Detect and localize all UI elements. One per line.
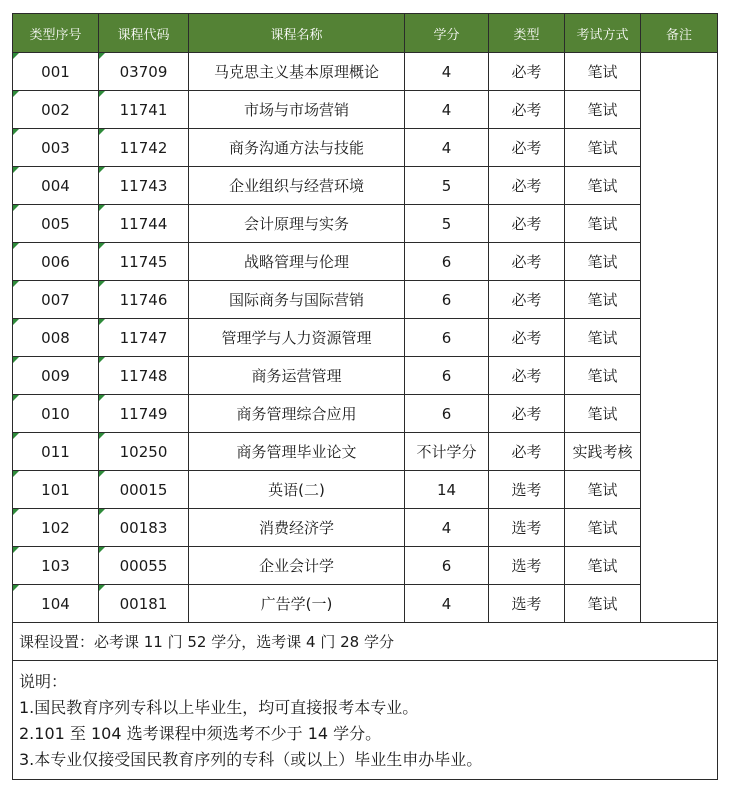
course-code: 11748 <box>99 357 189 395</box>
table-row <box>13 281 718 319</box>
course-seq: 010 <box>13 395 99 433</box>
header-row <box>13 14 718 53</box>
course-name: 管理学与人力资源管理 <box>189 319 405 357</box>
course-seq: 101 <box>13 471 99 509</box>
course-type: 选考 <box>489 509 565 547</box>
course-type: 必考 <box>489 91 565 129</box>
course-seq: 001 <box>13 53 99 91</box>
course-credit: 4 <box>405 53 489 91</box>
course-name: 商务运营管理 <box>189 357 405 395</box>
course-seq: 102 <box>13 509 99 547</box>
course-type: 必考 <box>489 205 565 243</box>
course-type: 必考 <box>489 319 565 357</box>
table-row <box>13 471 718 509</box>
table-row <box>13 357 718 395</box>
course-name: 消费经济学 <box>189 509 405 547</box>
course-name: 英语(二) <box>189 471 405 509</box>
remarks-cell <box>641 53 718 623</box>
course-name: 企业会计学 <box>189 547 405 585</box>
course-name: 商务管理综合应用 <box>189 395 405 433</box>
course-type: 选考 <box>489 585 565 623</box>
course-seq: 007 <box>13 281 99 319</box>
course-exam: 笔试 <box>565 91 641 129</box>
course-exam: 笔试 <box>565 53 641 91</box>
note-line-2: 2.101 至 104 选考课程中须选考不少于 14 学分。 <box>19 724 382 743</box>
course-code: 11745 <box>99 243 189 281</box>
course-type: 必考 <box>489 281 565 319</box>
course-code: 03709 <box>99 53 189 91</box>
course-code: 00183 <box>99 509 189 547</box>
course-credit: 4 <box>405 585 489 623</box>
course-name: 市场与市场营销 <box>189 91 405 129</box>
table-row <box>13 91 718 129</box>
course-exam: 笔试 <box>565 585 641 623</box>
course-credit: 4 <box>405 91 489 129</box>
course-credit: 5 <box>405 205 489 243</box>
table-row <box>13 205 718 243</box>
course-seq: 005 <box>13 205 99 243</box>
course-credit: 6 <box>405 281 489 319</box>
course-exam: 笔试 <box>565 243 641 281</box>
course-code: 00181 <box>99 585 189 623</box>
course-credit: 6 <box>405 547 489 585</box>
course-type: 必考 <box>489 129 565 167</box>
course-seq: 103 <box>13 547 99 585</box>
header-type: 类型 <box>489 14 565 53</box>
course-name: 商务管理毕业论文 <box>189 433 405 471</box>
header-exam: 考试方式 <box>565 14 641 53</box>
header-name: 课程名称 <box>189 14 405 53</box>
course-type: 必考 <box>489 433 565 471</box>
course-name: 企业组织与经营环境 <box>189 167 405 205</box>
course-code: 11744 <box>99 205 189 243</box>
course-name: 会计原理与实务 <box>189 205 405 243</box>
note-line-1: 1.国民教育序列专科以上毕业生，均可直接报考本专业。 <box>19 698 419 717</box>
course-credit: 6 <box>405 319 489 357</box>
course-code: 11741 <box>99 91 189 129</box>
course-exam: 实践考核 <box>565 433 641 471</box>
course-name: 广告学(一) <box>189 585 405 623</box>
table-row <box>13 129 718 167</box>
course-type: 选考 <box>489 471 565 509</box>
course-exam: 笔试 <box>565 281 641 319</box>
course-seq: 009 <box>13 357 99 395</box>
table-row <box>13 395 718 433</box>
course-name: 国际商务与国际营销 <box>189 281 405 319</box>
notes-row <box>13 661 718 780</box>
table-row <box>13 243 718 281</box>
course-type: 必考 <box>489 357 565 395</box>
course-type: 必考 <box>489 167 565 205</box>
course-body <box>13 53 718 623</box>
notes-title: 说明： <box>19 672 68 691</box>
course-exam: 笔试 <box>565 547 641 585</box>
course-exam: 笔试 <box>565 395 641 433</box>
course-credit: 4 <box>405 129 489 167</box>
course-seq: 006 <box>13 243 99 281</box>
course-table <box>12 13 718 780</box>
note-line-3: 3.本专业仅接受国民教育序列的专科（或以上）毕业生申办毕业。 <box>19 750 483 769</box>
course-exam: 笔试 <box>565 129 641 167</box>
table-row <box>13 585 718 623</box>
table-row <box>13 319 718 357</box>
course-seq: 104 <box>13 585 99 623</box>
course-credit: 不计学分 <box>405 433 489 471</box>
course-exam: 笔试 <box>565 167 641 205</box>
course-type: 必考 <box>489 243 565 281</box>
table-row <box>13 509 718 547</box>
course-seq: 004 <box>13 167 99 205</box>
table-row <box>13 53 718 91</box>
table-row <box>13 167 718 205</box>
summary-row <box>13 623 718 661</box>
header-seq: 类型序号 <box>13 14 99 53</box>
course-credit: 6 <box>405 243 489 281</box>
course-seq: 011 <box>13 433 99 471</box>
course-credit: 4 <box>405 509 489 547</box>
course-code: 00015 <box>99 471 189 509</box>
course-exam: 笔试 <box>565 471 641 509</box>
course-name: 商务沟通方法与技能 <box>189 129 405 167</box>
table-row <box>13 433 718 471</box>
course-credit: 14 <box>405 471 489 509</box>
course-code: 11746 <box>99 281 189 319</box>
course-name: 战略管理与伦理 <box>189 243 405 281</box>
course-exam: 笔试 <box>565 319 641 357</box>
course-summary: 课程设置：必考课 11 门 52 学分，选考课 4 门 28 学分 <box>13 623 718 661</box>
course-credit: 5 <box>405 167 489 205</box>
course-credit: 6 <box>405 357 489 395</box>
course-seq: 003 <box>13 129 99 167</box>
course-exam: 笔试 <box>565 357 641 395</box>
course-type: 必考 <box>489 53 565 91</box>
header-remarks: 备注 <box>641 14 718 53</box>
course-code: 00055 <box>99 547 189 585</box>
course-code: 11743 <box>99 167 189 205</box>
notes-block <box>13 661 718 780</box>
course-exam: 笔试 <box>565 205 641 243</box>
course-code: 11747 <box>99 319 189 357</box>
course-exam: 笔试 <box>565 509 641 547</box>
course-name: 马克思主义基本原理概论 <box>189 53 405 91</box>
table-row <box>13 547 718 585</box>
course-seq: 008 <box>13 319 99 357</box>
header-credit: 学分 <box>405 14 489 53</box>
course-code: 11749 <box>99 395 189 433</box>
course-type: 选考 <box>489 547 565 585</box>
course-code: 10250 <box>99 433 189 471</box>
course-code: 11742 <box>99 129 189 167</box>
header-code: 课程代码 <box>99 14 189 53</box>
course-credit: 6 <box>405 395 489 433</box>
course-type: 必考 <box>489 395 565 433</box>
course-seq: 002 <box>13 91 99 129</box>
